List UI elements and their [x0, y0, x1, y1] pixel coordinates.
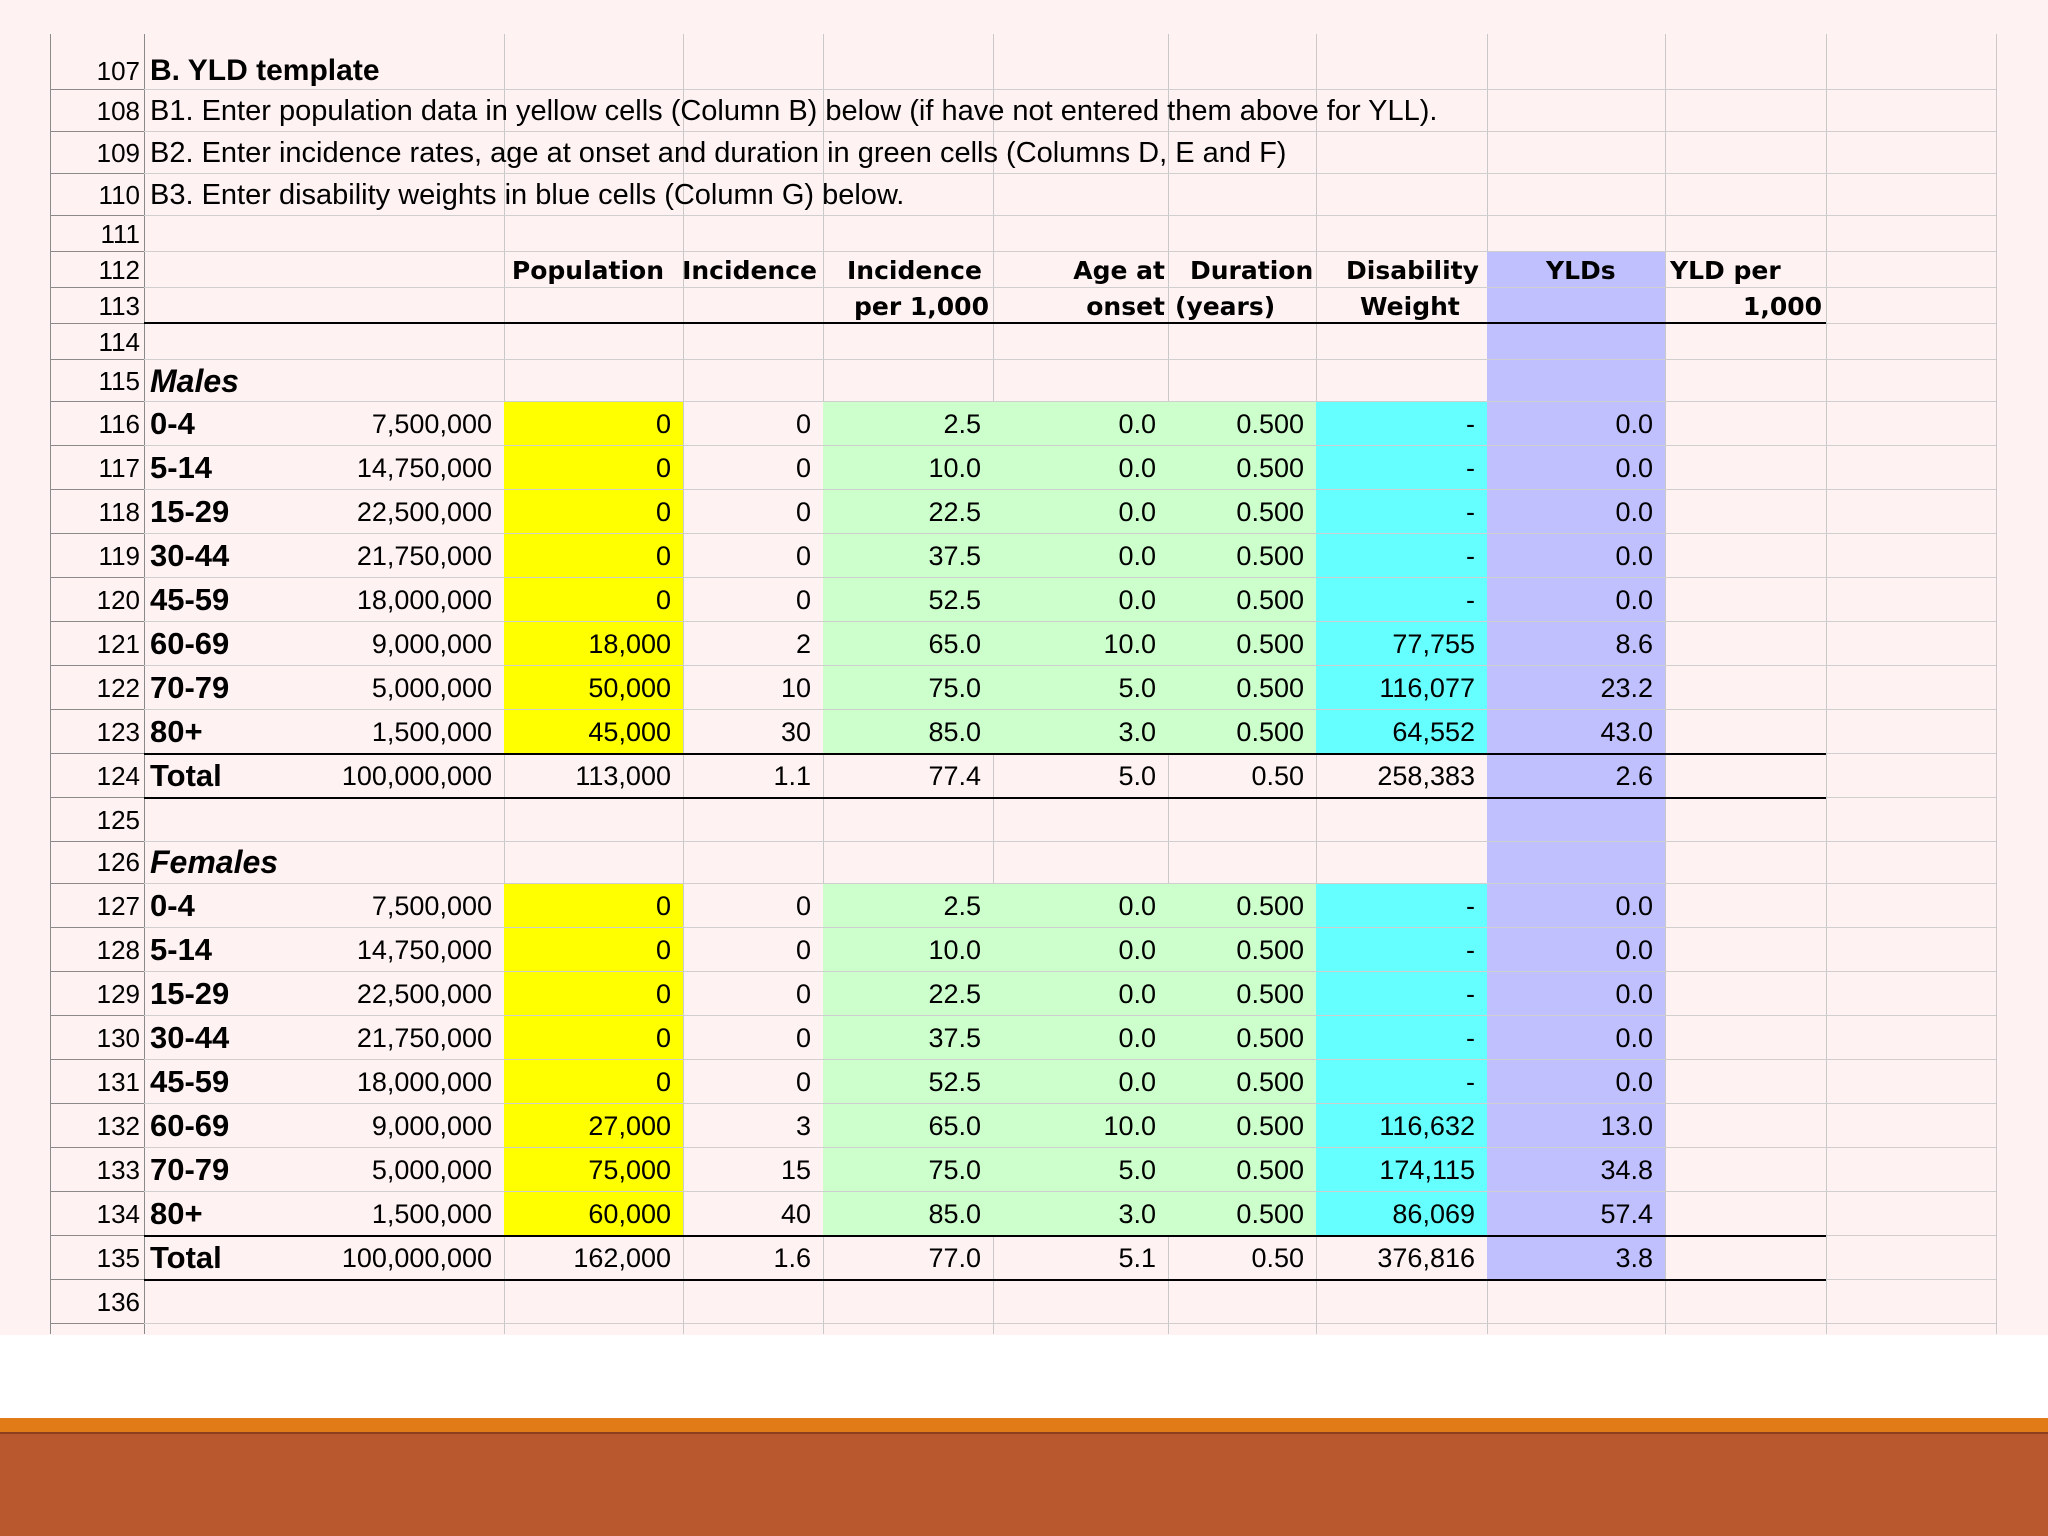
row-number[interactable]: 111	[100, 218, 140, 249]
duration-cell[interactable]: 0.0	[1118, 1022, 1156, 1053]
sheet-row	[50, 840, 1996, 884]
incidence-cell[interactable]: 18,000	[588, 628, 671, 659]
header-ylds: YLDs	[1546, 256, 1616, 285]
yld-per-1000-cell[interactable]: 0.0	[1615, 540, 1653, 571]
row-number[interactable]: 109	[96, 137, 140, 168]
inc-per-1000-cell[interactable]: 0	[795, 934, 811, 965]
ylds-cell[interactable]: 86,069	[1392, 1198, 1475, 1229]
header-yld-per-1000-line2: 1,000	[1742, 292, 1822, 321]
duration-cell[interactable]: 10.0	[1103, 628, 1156, 659]
row-number[interactable]: 107	[96, 55, 140, 86]
population-cell[interactable]: 5,000,000	[371, 1154, 492, 1185]
duration-cell[interactable]: 0.0	[1118, 584, 1156, 615]
header-underline	[144, 322, 1826, 324]
row-number[interactable]: 116	[98, 408, 140, 439]
population-cell[interactable]: 9,000,000	[371, 628, 492, 659]
age-group-label[interactable]: 60-69	[150, 626, 230, 661]
total-yld-per-1000-cell[interactable]: 3.8	[1615, 1242, 1653, 1273]
age-group-label[interactable]: 70-79	[150, 670, 230, 705]
age-group-label[interactable]: 5-14	[150, 932, 213, 967]
duration-cell[interactable]: 10.0	[1103, 1110, 1156, 1141]
weight-cell[interactable]: 0.500	[1236, 584, 1304, 615]
inc-per-1000-cell[interactable]: 0	[795, 1066, 811, 1097]
row-number[interactable]: 110	[98, 179, 140, 210]
header-incidence-per-1000-line2: per 1,000	[854, 292, 989, 321]
age-group-label[interactable]: 15-29	[150, 976, 230, 1011]
row-number[interactable]: 126	[96, 846, 140, 877]
total-inc-per-1000-cell[interactable]: 1.6	[773, 1242, 811, 1273]
population-cell[interactable]: 14,750,000	[356, 934, 492, 965]
weight-cell[interactable]: 0.500	[1236, 540, 1304, 571]
weight-cell[interactable]: 0.500	[1236, 496, 1304, 527]
population-cell[interactable]: 21,750,000	[356, 540, 492, 571]
row-number[interactable]: 108	[96, 95, 140, 126]
weight-cell[interactable]: 0.500	[1236, 716, 1304, 747]
age-onset-cell[interactable]: 2.5	[943, 408, 981, 439]
age-onset-cell[interactable]: 37.5	[928, 1022, 981, 1053]
population-cell[interactable]: 7,500,000	[371, 408, 492, 439]
age-group-label[interactable]: 0-4	[150, 406, 195, 441]
population-cell[interactable]: 21,750,000	[356, 1022, 492, 1053]
population-cell[interactable]: 22,500,000	[356, 496, 492, 527]
age-onset-cell[interactable]: 37.5	[928, 540, 981, 571]
inc-per-1000-cell[interactable]: 40	[780, 1198, 811, 1229]
total-age-onset-cell[interactable]: 77.0	[928, 1242, 981, 1273]
males-section-label[interactable]: Males	[150, 362, 239, 399]
duration-cell[interactable]: 3.0	[1118, 716, 1156, 747]
ylds-cell[interactable]: 64,552	[1392, 716, 1475, 747]
duration-cell[interactable]: 3.0	[1118, 1198, 1156, 1229]
duration-cell[interactable]: 0.0	[1118, 934, 1156, 965]
incidence-cell[interactable]: 0	[655, 584, 671, 615]
duration-cell[interactable]: 0.0	[1118, 890, 1156, 921]
sheet-row	[50, 288, 1996, 324]
incidence-cell[interactable]: 0	[655, 452, 671, 483]
yld-per-1000-cell[interactable]: 0.0	[1615, 934, 1653, 965]
age-onset-cell[interactable]: 22.5	[928, 978, 981, 1009]
age-onset-cell[interactable]: 10.0	[928, 934, 981, 965]
sheet-row	[50, 360, 1996, 402]
duration-cell[interactable]: 0.0	[1118, 1066, 1156, 1097]
duration-cell[interactable]: 5.0	[1118, 672, 1156, 703]
ylds-cell[interactable]: -	[1466, 934, 1475, 965]
population-cell[interactable]: 1,500,000	[371, 1198, 492, 1229]
age-group-label[interactable]: 45-59	[150, 582, 230, 617]
total-duration-cell[interactable]: 5.1	[1118, 1242, 1156, 1273]
total-bottom-rule	[144, 1279, 1826, 1281]
slide-footer-divider	[0, 1432, 2048, 1434]
header-incidence: Incidence	[682, 256, 817, 285]
inc-per-1000-cell[interactable]: 3	[795, 1110, 811, 1141]
age-group-label[interactable]: 30-44	[150, 1020, 230, 1055]
weight-cell[interactable]: 0.500	[1236, 1198, 1304, 1229]
incidence-cell[interactable]: 0	[655, 408, 671, 439]
total-population-cell[interactable]: 100,000,000	[341, 1242, 492, 1273]
total-ylds-cell[interactable]: 258,383	[1377, 760, 1475, 791]
row-number[interactable]: 125	[96, 804, 140, 835]
ylds-cell[interactable]: 116,077	[1379, 672, 1475, 703]
inc-per-1000-cell[interactable]: 30	[780, 716, 811, 747]
age-group-label[interactable]: 80+	[150, 714, 203, 749]
row-number[interactable]: 130	[96, 1022, 140, 1053]
incidence-cell[interactable]: 27,000	[588, 1110, 671, 1141]
age-onset-cell[interactable]: 85.0	[928, 1198, 981, 1229]
age-onset-cell[interactable]: 10.0	[928, 452, 981, 483]
age-group-label[interactable]: 70-79	[150, 1152, 230, 1187]
row-number[interactable]: 127	[96, 890, 140, 921]
row-number[interactable]: 114	[98, 326, 140, 357]
yld-per-1000-cell[interactable]: 0.0	[1615, 978, 1653, 1009]
ylds-cell[interactable]: 174,115	[1379, 1154, 1475, 1185]
inc-per-1000-cell[interactable]: 10	[780, 672, 811, 703]
inc-per-1000-cell[interactable]: 0	[795, 978, 811, 1009]
row-number[interactable]: 113	[98, 290, 140, 321]
incidence-cell[interactable]: 0	[655, 890, 671, 921]
population-cell[interactable]: 14,750,000	[356, 452, 492, 483]
header-disability-weight-line2: Weight	[1360, 292, 1460, 321]
weight-cell[interactable]: 0.500	[1236, 408, 1304, 439]
header-disability-weight: Disability	[1346, 256, 1479, 285]
total-top-rule	[144, 1235, 1826, 1237]
header-yld-per-1000: YLD per	[1670, 256, 1781, 285]
age-group-label[interactable]: 0-4	[150, 888, 195, 923]
row-number[interactable]: 122	[96, 672, 140, 703]
yld-per-1000-cell[interactable]: 0.0	[1615, 584, 1653, 615]
age-onset-cell[interactable]: 85.0	[928, 716, 981, 747]
header-age-at-onset-line2: onset	[1086, 292, 1165, 321]
population-cell[interactable]: 18,000,000	[356, 1066, 492, 1097]
inc-per-1000-cell[interactable]: 0	[795, 890, 811, 921]
row-number[interactable]: 134	[96, 1198, 140, 1229]
yld-per-1000-cell[interactable]: 0.0	[1615, 496, 1653, 527]
row-number[interactable]: 121	[96, 628, 140, 659]
section-title[interactable]: B. YLD template	[150, 54, 380, 87]
row-number[interactable]: 115	[98, 365, 140, 396]
instruction-line[interactable]: B3. Enter disability weights in blue cells (Column G) below.	[150, 178, 905, 211]
incidence-cell[interactable]: 50,000	[588, 672, 671, 703]
yld-per-1000-cell[interactable]: 0.0	[1615, 1066, 1653, 1097]
inc-per-1000-cell[interactable]: 0	[795, 452, 811, 483]
row-number[interactable]: 135	[96, 1242, 140, 1273]
population-cell[interactable]: 1,500,000	[371, 716, 492, 747]
ylds-cell[interactable]: -	[1466, 978, 1475, 1009]
age-group-label[interactable]: 15-29	[150, 494, 230, 529]
header-incidence-per-1000: Incidence	[847, 256, 982, 285]
total-age-onset-cell[interactable]: 77.4	[928, 760, 981, 791]
incidence-cell[interactable]: 0	[655, 1022, 671, 1053]
population-cell[interactable]: 22,500,000	[356, 978, 492, 1009]
age-onset-cell[interactable]: 22.5	[928, 496, 981, 527]
age-group-label[interactable]: 60-69	[150, 1108, 230, 1143]
ylds-cell[interactable]: 77,755	[1392, 628, 1475, 659]
incidence-cell[interactable]: 0	[655, 934, 671, 965]
ylds-cell[interactable]: -	[1466, 1066, 1475, 1097]
inc-per-1000-cell[interactable]: 0	[795, 1022, 811, 1053]
ylds-cell[interactable]: -	[1466, 452, 1475, 483]
incidence-cell[interactable]: 0	[655, 540, 671, 571]
inc-per-1000-cell[interactable]: 0	[795, 496, 811, 527]
row-number[interactable]: 131	[96, 1066, 140, 1097]
inc-per-1000-cell[interactable]: 0	[795, 408, 811, 439]
yld-per-1000-cell[interactable]: 23.2	[1600, 672, 1653, 703]
yld-per-1000-cell[interactable]: 57.4	[1600, 1198, 1653, 1229]
weight-cell[interactable]: 0.500	[1236, 628, 1304, 659]
header-duration-line2: (years)	[1175, 292, 1276, 321]
incidence-cell[interactable]: 45,000	[588, 716, 671, 747]
weight-cell[interactable]: 0.500	[1236, 890, 1304, 921]
yld-per-1000-cell[interactable]: 34.8	[1600, 1154, 1653, 1185]
total-label[interactable]: Total	[150, 1240, 222, 1275]
slide-footer-band	[0, 1418, 2048, 1536]
total-top-rule	[144, 753, 1826, 755]
row-number[interactable]: 128	[96, 934, 140, 965]
weight-cell[interactable]: 0.500	[1236, 934, 1304, 965]
inc-per-1000-cell[interactable]: 0	[795, 540, 811, 571]
duration-cell[interactable]: 0.0	[1118, 496, 1156, 527]
age-group-label[interactable]: 80+	[150, 1196, 203, 1231]
population-cell[interactable]: 7,500,000	[371, 890, 492, 921]
age-onset-cell[interactable]: 52.5	[928, 1066, 981, 1097]
header-population: Population	[511, 256, 664, 285]
incidence-cell[interactable]: 0	[655, 1066, 671, 1097]
duration-cell[interactable]: 0.0	[1118, 978, 1156, 1009]
row-number[interactable]: 112	[98, 254, 140, 285]
total-label[interactable]: Total	[150, 758, 222, 793]
total-incidence-cell[interactable]: 162,000	[573, 1242, 671, 1273]
gridline-horizontal	[50, 1323, 1996, 1324]
age-onset-cell[interactable]: 65.0	[928, 1110, 981, 1141]
yld-per-1000-cell[interactable]: 13.0	[1600, 1110, 1653, 1141]
ylds-cell[interactable]: -	[1466, 540, 1475, 571]
age-onset-cell[interactable]: 75.0	[928, 672, 981, 703]
instruction-line[interactable]: B2. Enter incidence rates, age at onset and duration in green cells (Columns D, E and F)	[150, 136, 1287, 169]
age-group-label[interactable]: 5-14	[150, 450, 213, 485]
incidence-cell[interactable]: 75,000	[588, 1154, 671, 1185]
header-age-at-onset: Age at	[1073, 256, 1165, 285]
age-group-label[interactable]: 30-44	[150, 538, 230, 573]
total-weight-cell[interactable]: 0.50	[1251, 760, 1304, 791]
population-cell[interactable]: 5,000,000	[371, 672, 492, 703]
total-weight-cell[interactable]: 0.50	[1251, 1242, 1304, 1273]
age-onset-cell[interactable]: 75.0	[928, 1154, 981, 1185]
row-number[interactable]: 124	[96, 760, 140, 791]
incidence-cell[interactable]: 0	[655, 978, 671, 1009]
total-inc-per-1000-cell[interactable]: 1.1	[773, 760, 811, 791]
inc-per-1000-cell[interactable]: 2	[795, 628, 811, 659]
sheet-row	[50, 798, 1996, 842]
duration-cell[interactable]: 0.0	[1118, 540, 1156, 571]
sheet-row	[50, 1280, 1996, 1324]
ylds-cell[interactable]: -	[1466, 408, 1475, 439]
yld-per-1000-cell[interactable]: 43.0	[1600, 716, 1653, 747]
females-section-label[interactable]: Females	[150, 843, 279, 880]
row-number[interactable]: 129	[96, 978, 140, 1009]
duration-cell[interactable]: 0.0	[1118, 408, 1156, 439]
weight-cell[interactable]: 0.500	[1236, 1066, 1304, 1097]
weight-cell[interactable]: 0.500	[1236, 1022, 1304, 1053]
row-number[interactable]: 119	[98, 540, 140, 571]
row-number[interactable]: 123	[96, 716, 140, 747]
yld-per-1000-cell[interactable]: 0.0	[1615, 452, 1653, 483]
weight-cell[interactable]: 0.500	[1236, 1110, 1304, 1141]
age-onset-cell[interactable]: 65.0	[928, 628, 981, 659]
population-cell[interactable]: 18,000,000	[356, 584, 492, 615]
yld-per-1000-cell[interactable]: 8.6	[1615, 628, 1653, 659]
population-cell[interactable]: 9,000,000	[371, 1110, 492, 1141]
weight-cell[interactable]: 0.500	[1236, 452, 1304, 483]
slide-footer-accent	[0, 1418, 2048, 1432]
row-number[interactable]: 132	[96, 1110, 140, 1141]
ylds-cell[interactable]: -	[1466, 890, 1475, 921]
inc-per-1000-cell[interactable]: 15	[780, 1154, 811, 1185]
weight-cell[interactable]: 0.500	[1236, 978, 1304, 1009]
row-number[interactable]: 120	[96, 584, 140, 615]
age-group-label[interactable]: 45-59	[150, 1064, 230, 1099]
instruction-line[interactable]: B1. Enter population data in yellow cells (Column B) below (if have not entered them above for YLL).	[150, 94, 1438, 127]
total-incidence-cell[interactable]: 113,000	[575, 760, 671, 791]
total-bottom-rule	[144, 797, 1826, 799]
total-ylds-cell[interactable]: 376,816	[1377, 1242, 1475, 1273]
ylds-cell[interactable]: 116,632	[1379, 1110, 1475, 1141]
sheet-row	[50, 216, 1996, 252]
yld-per-1000-cell[interactable]: 0.0	[1615, 1022, 1653, 1053]
total-duration-cell[interactable]: 5.0	[1118, 760, 1156, 791]
sheet-row	[50, 324, 1996, 360]
weight-cell[interactable]: 0.500	[1236, 1154, 1304, 1185]
gridline-vertical	[1996, 34, 1997, 1334]
total-yld-per-1000-cell[interactable]: 2.6	[1615, 760, 1653, 791]
row-number[interactable]: 136	[96, 1286, 140, 1317]
ylds-cell[interactable]: -	[1466, 496, 1475, 527]
age-onset-cell[interactable]: 52.5	[928, 584, 981, 615]
incidence-cell[interactable]: 60,000	[588, 1198, 671, 1229]
total-population-cell[interactable]: 100,000,000	[341, 760, 492, 791]
incidence-cell[interactable]: 0	[655, 496, 671, 527]
weight-cell[interactable]: 0.500	[1236, 672, 1304, 703]
duration-cell[interactable]: 0.0	[1118, 452, 1156, 483]
inc-per-1000-cell[interactable]: 0	[795, 584, 811, 615]
yld-per-1000-cell[interactable]: 0.0	[1615, 408, 1653, 439]
header-duration: Duration	[1190, 256, 1314, 285]
age-onset-cell[interactable]: 2.5	[943, 890, 981, 921]
yld-per-1000-cell[interactable]: 0.0	[1615, 890, 1653, 921]
ylds-cell[interactable]: -	[1466, 1022, 1475, 1053]
row-number[interactable]: 118	[98, 496, 140, 527]
duration-cell[interactable]: 5.0	[1118, 1154, 1156, 1185]
row-number[interactable]: 133	[96, 1154, 140, 1185]
ylds-cell[interactable]: -	[1466, 584, 1475, 615]
row-number[interactable]: 117	[98, 452, 140, 483]
